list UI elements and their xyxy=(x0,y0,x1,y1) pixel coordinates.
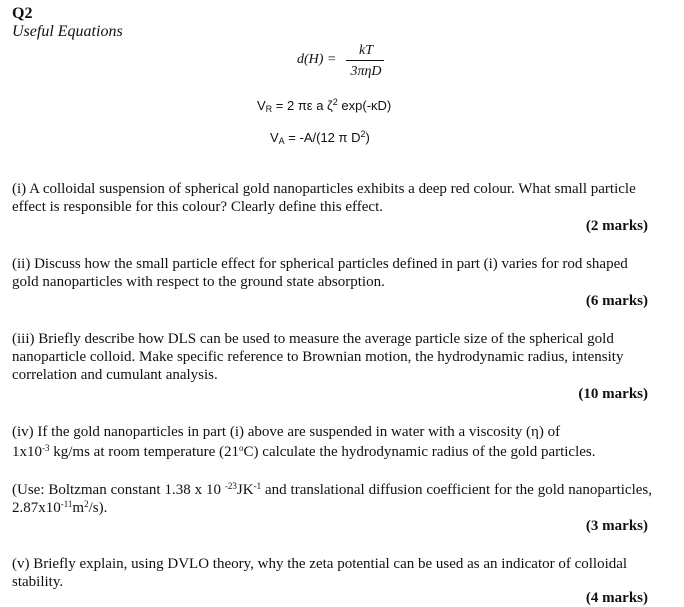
fraction-bar xyxy=(346,60,384,61)
part-ii-marks: (6 marks) xyxy=(585,293,648,309)
part-iv-use-note: (Use: Boltzman constant 1.38 x 10 $^{-23}JK^{-1}$ and translational diffusion coefficient for the gold nanoparticles, $2.87x10^{-11}m^2/s$). xyxy=(12,481,652,516)
part-v-text: (v) Briefly explain, using DVLO theory, why the zeta potential can be used as an indicator of colloidal stability. xyxy=(12,556,628,590)
part-iii-marks: (10 marks) xyxy=(578,386,648,402)
stokes-numerator: kT xyxy=(359,43,373,58)
stokes-denominator: 3πηD xyxy=(350,64,382,79)
part-iii-text: (iii) Briefly describe how DLS can be used to measure the average particle size of the spherical gold nanoparticle colloid. Make specific reference to Brownian motion, the hydrodynamic radius, intensity correlation and cumulant analysis. xyxy=(12,331,624,383)
question-number: Q2 xyxy=(12,5,33,22)
part-i-text: (i) A colloidal suspension of spherical gold nanoparticles exhibits a deep red colour. What small particle effect is responsible for this colour? Clearly define this effect. xyxy=(12,181,636,215)
section-subtitle: Useful Equations xyxy=(12,23,123,40)
stokes-lhs: d(H) = xyxy=(297,52,337,67)
part-iv-line1: (iv) If the gold nanoparticles in part (i) above are suspended in water with a viscosity (η) of xyxy=(12,424,561,440)
part-iv-line2: $1x10^{-3}$ kg/ms at room temperature (21$^o$C) calculate the hydrodynamic radius of the gold particles. xyxy=(12,443,596,460)
part-ii-text: (ii) Discuss how the small particle effect for spherical particles defined in part (i) varies for rod shaped gold nanoparticles with respect to the ground state absorption. xyxy=(12,256,628,290)
part-i-marks: (2 marks) xyxy=(585,218,648,234)
part-v-marks: (4 marks) xyxy=(585,590,648,606)
part-iv-marks: (3 marks) xyxy=(585,518,648,534)
repulsive-potential-equation: $V_R = 2$ πε a $\zeta^2$ exp(-κD) xyxy=(257,97,392,114)
attractive-potential-equation: $V_A = -A/(12$ π $D^2$) xyxy=(270,129,370,146)
stokes-fraction xyxy=(346,42,386,80)
